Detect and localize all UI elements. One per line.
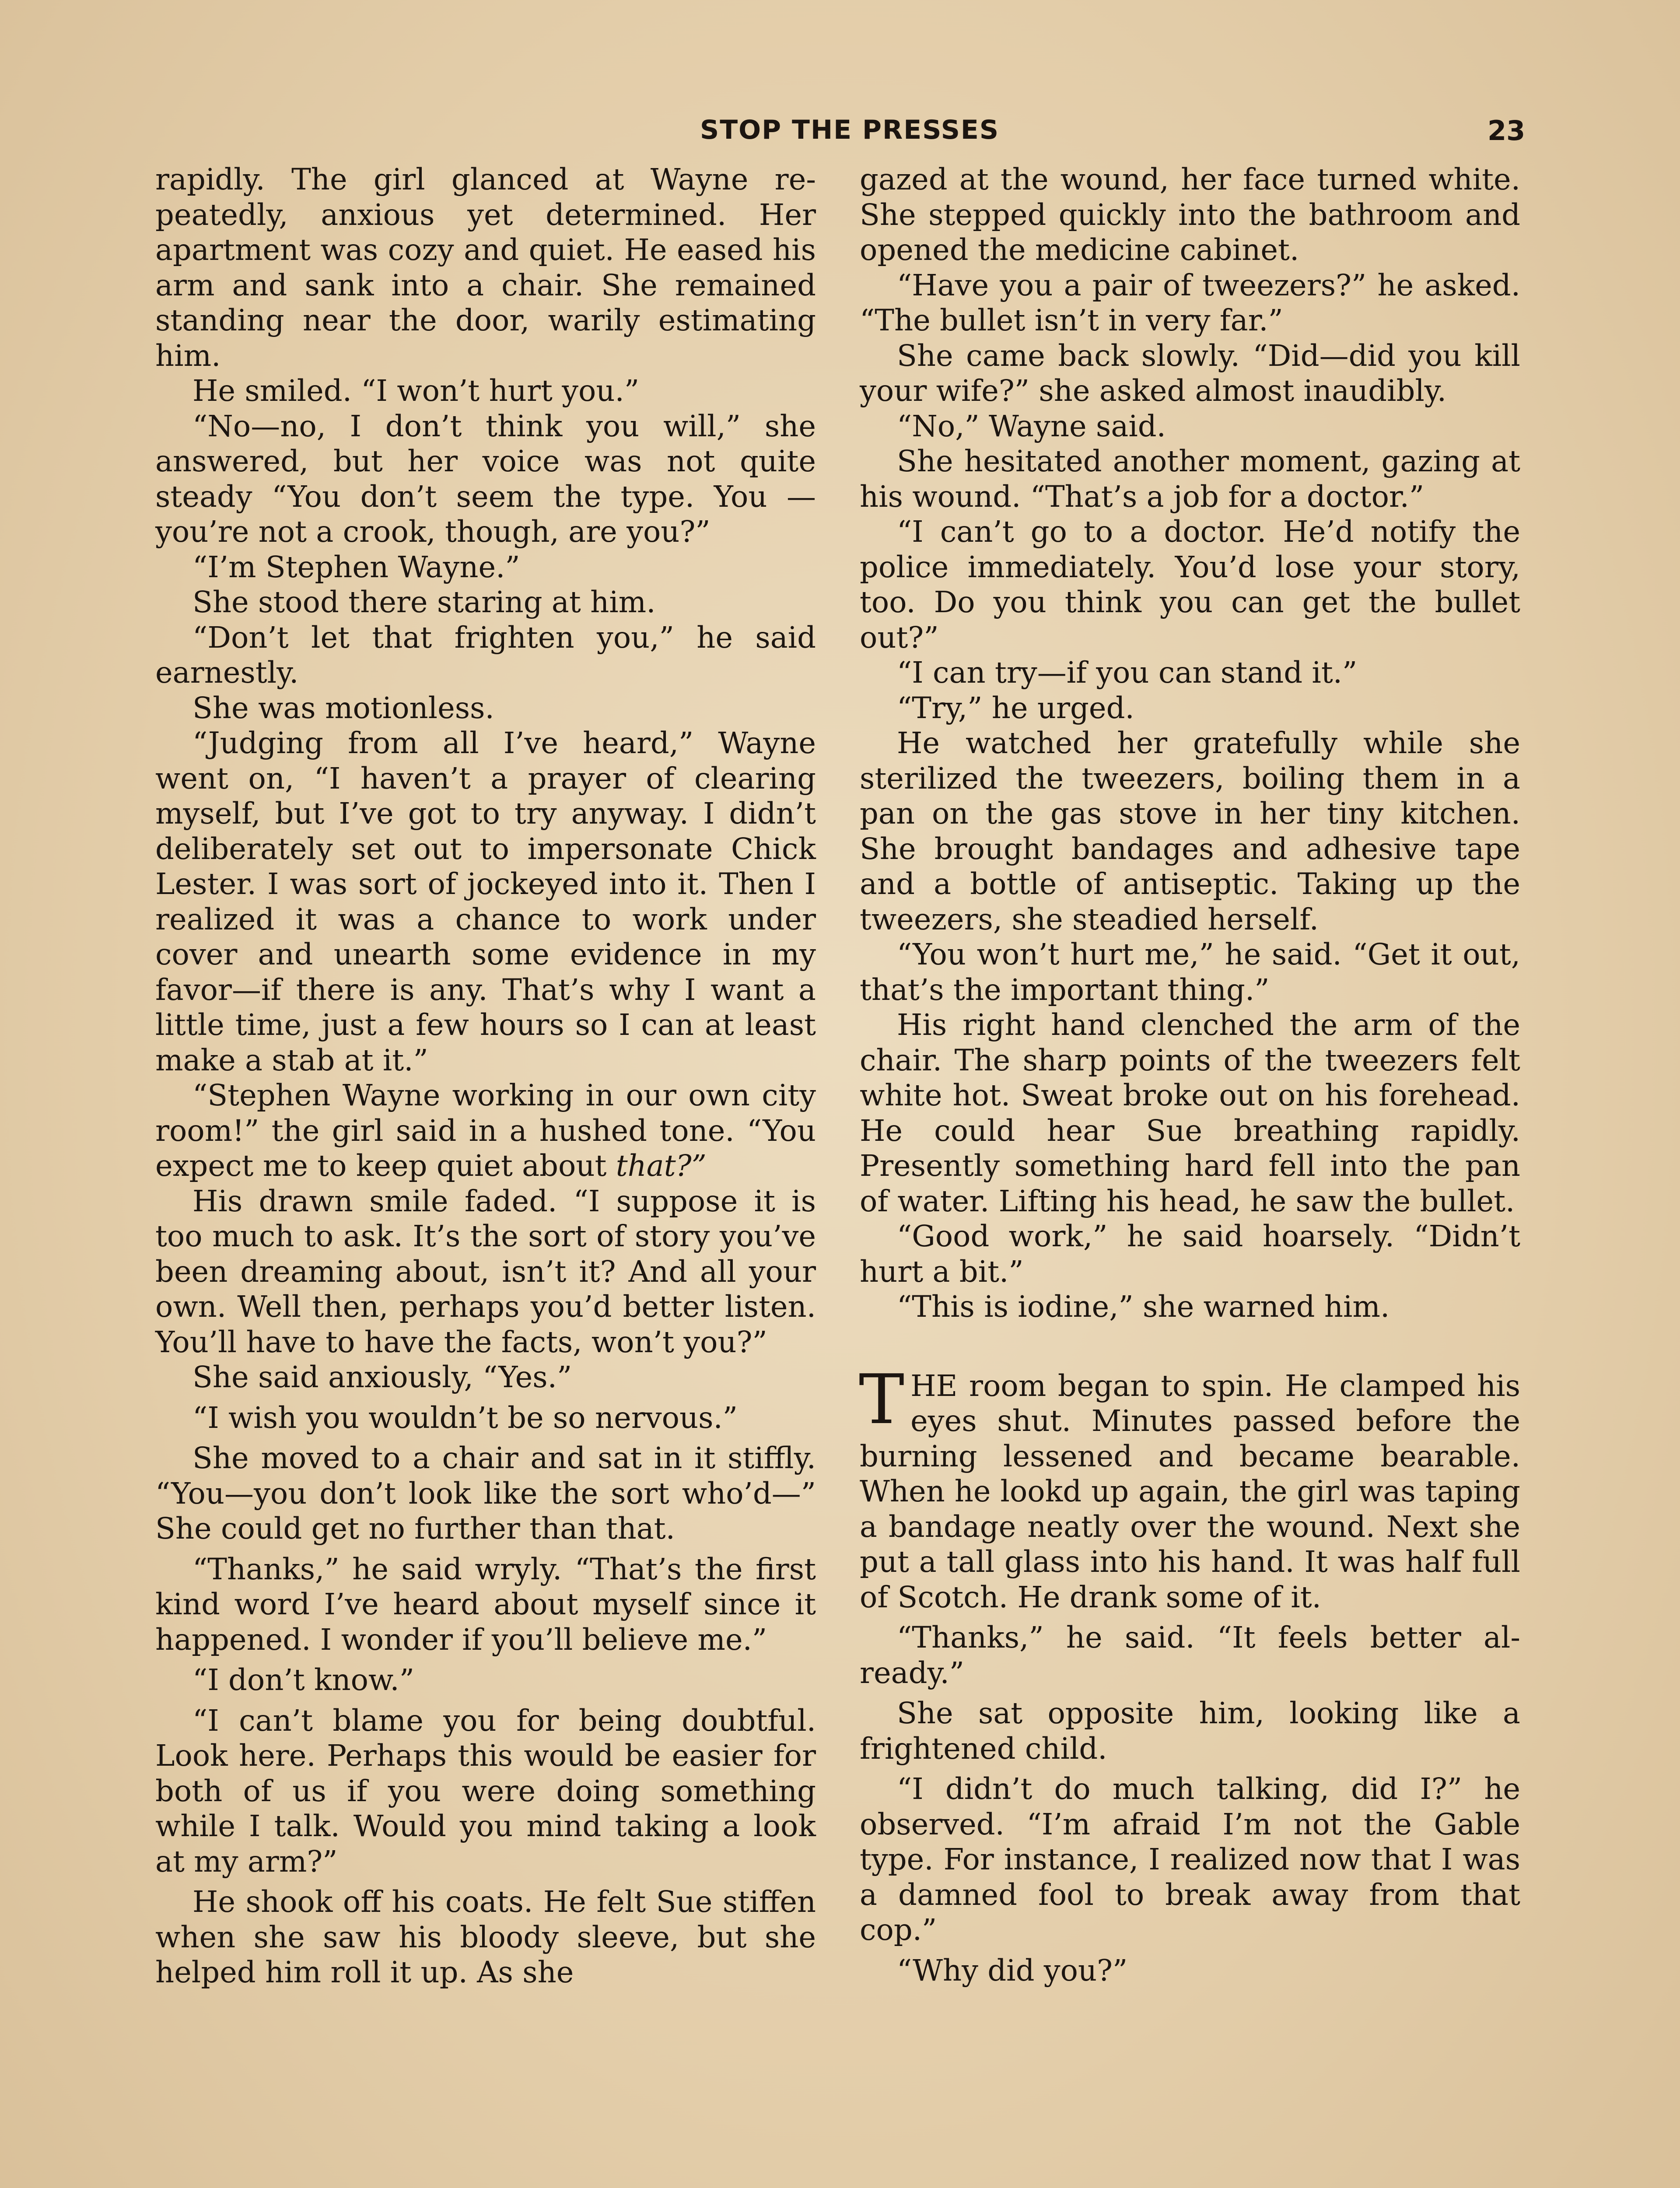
paragraph: She sat opposite him, looking like a frightened child. — [860, 1696, 1520, 1766]
paragraph: “I can try—if you can stand it.” — [897, 656, 1358, 690]
paragraph: “You won’t hurt me,” he said. “Get it out, that’s the important thing.” — [860, 937, 1520, 1007]
paragraph: “Thanks,” he said wryly. “That’s the first kind word I’ve heard about myself since it happened. I wonder if you’ll believe me.” — [155, 1552, 816, 1657]
drop-cap: T — [859, 1359, 905, 1439]
paragraph: He watched her gratefully while she sterilized the tweezers, boiling them in a pan on the gas stove in her tiny kitchen. She brought bandages and adhesive tape and a bottle of antiseptic. Taking up the tweezers, she steadied herself. — [860, 726, 1520, 936]
page-number: 23 — [1488, 115, 1526, 147]
page-header — [0, 115, 1680, 150]
paragraph: “I wish you wouldn’t be so nervous.” — [192, 1400, 738, 1435]
paragraph: She moved to a chair and sat in it stiffly. “You—you don’t look like the sort who’d—” She could get no further than that. — [155, 1441, 816, 1546]
paragraph: “Judging from all I’ve heard,” Wayne went on, “I haven’t a prayer of clearing myself, but I’ve got to try anyway. I didn’t deliberately set out to impersonate Chick Lester. I was sort of jockeyed into it. Then I realized it was a chance to work under cover and unearth some evidence in my favor—if there is any. That’s why I want a little time, just a few hours so I can at least make a stab at it.” — [155, 726, 816, 1077]
section-opening-paragraph — [859, 1359, 1520, 1615]
paragraph: “Thanks,” he said. “It feels better already.” — [860, 1620, 1520, 1690]
left-column — [155, 162, 816, 1990]
paragraph: “I don’t know.” — [192, 1663, 414, 1697]
paragraph: His right hand clenched the arm of the chair. The sharp points of the tweezers felt white hot. Sweat broke out on his forehead. He could hear Sue breathing rapidly. Presently something hard fell into the pan of water. Lifting his head, he saw the bullet. — [860, 1008, 1520, 1218]
paragraph: He shook off his coats. He felt Sue stiffen when she saw his bloody sleeve, but she helped him roll it up. As she — [155, 1885, 816, 1989]
paragraph: “No—no, I don’t think you will,” she answered, but her voice was not quite steady “You don’t seem the type. You —you’re not a crook, though, are you?” — [155, 409, 816, 549]
paragraph-text: “Stephen Wayne working in our own city room!” the girl said in a hushed tone. “You expect me to keep quiet about — [155, 1078, 816, 1183]
paragraph: “Don’t let that frighten you,” he said earnestly. — [155, 620, 816, 690]
paragraph-text: HE room began to spin. He clamped his eyes shut. Minutes passed before the burning lessened and became bearable. When he lookd up again, the girl was taping a bandage neatly over the wound. Next she put a tall glass into his hand. It was half full of Scotch. He drank some of it. — [860, 1368, 1520, 1614]
running-title: STOP THE PRESSES — [700, 115, 1000, 145]
paragraph: She hesitated another moment, gazing at his wound. “That’s a job for a doctor.” — [860, 444, 1520, 514]
paragraph: “I’m Stephen Wayne.” — [192, 550, 520, 584]
paragraph: “Why did you?” — [897, 1953, 1128, 1988]
paragraph: rapidly. The girl glanced at Wayne repeatedly, anxious yet determined. Her apartment was cozy and quiet. He eased his arm and sank into a chair. She remained standing near the door, warily estimating him. — [155, 162, 816, 373]
paragraph: He smiled. “I won’t hurt you.” — [192, 374, 640, 408]
right-column — [860, 162, 1520, 1988]
emphasis-text: that?” — [616, 1149, 707, 1183]
paragraph: She said anxiously, “Yes.” — [192, 1360, 572, 1394]
paragraph: “I can’t go to a doctor. He’d notify the police immediately. You’d lose your story, too. Do you think you can get the bullet out?” — [860, 515, 1520, 655]
paragraph: “Good work,” he said hoarsely. “Didn’t hurt a bit.” — [860, 1219, 1520, 1289]
paragraph: “No,” Wayne said. — [897, 409, 1166, 443]
paragraph: “Try,” he urged. — [897, 691, 1134, 725]
paragraph: She came back slowly. “Did—did you kill your wife?” she asked almost inaudibly. — [860, 338, 1520, 408]
paragraph: “This is iodine,” she warned him. — [897, 1290, 1390, 1324]
paragraph: “I can’t blame you for being doubtful. Look here. Perhaps this would be easier for both of us if you were doing something while I talk. Would you mind taking a look at my arm?” — [155, 1703, 816, 1879]
paragraph: She was motionless. — [192, 691, 494, 725]
paragraph — [155, 1078, 816, 1184]
paragraph: She stood there staring at him. — [192, 585, 656, 619]
paragraph: gazed at the wound, her face turned white. She stepped quickly into the bathroom and opened the medicine cabinet. — [860, 162, 1520, 267]
paragraph: “I didn’t do much talking, did I?” he observed. “I’m afraid I’m not the Gable type. For instance, I realized now that I was a damned fool to break away from that cop.” — [860, 1772, 1520, 1947]
paragraph: His drawn smile faded. “I suppose it is too much to ask. It’s the sort of story you’ve been dreaming about, isn’t it? And all your own. Well then, perhaps you’d better listen. You’ll have to have the facts, won’t you?” — [155, 1184, 816, 1359]
paragraph: “Have you a pair of tweezers?” he asked. “The bullet isn’t in very far.” — [860, 268, 1520, 337]
